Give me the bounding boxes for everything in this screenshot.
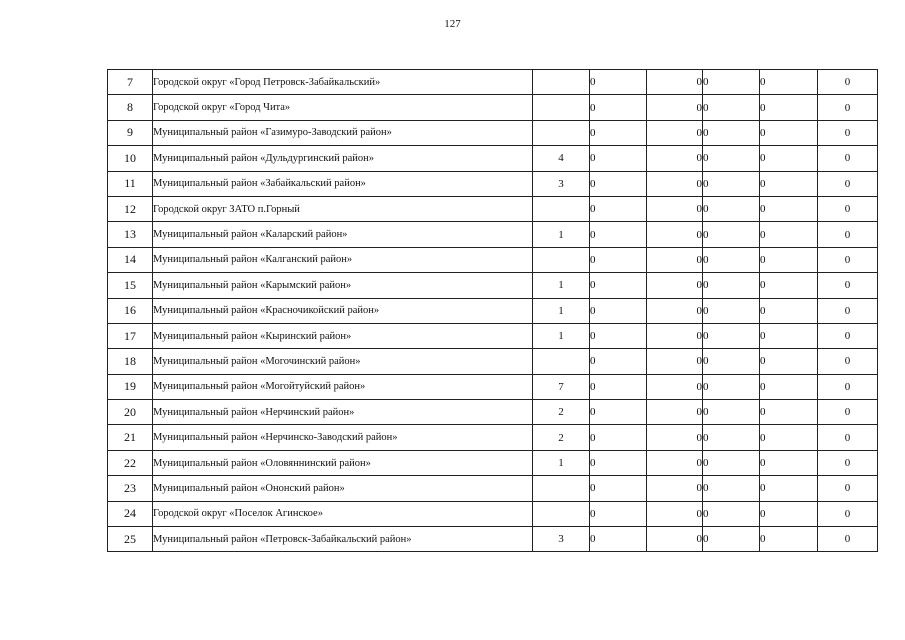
value-cell-c: 0 bbox=[647, 70, 703, 95]
value-cell-c: 0 bbox=[647, 120, 703, 145]
value-cell-a: 1 bbox=[533, 450, 590, 475]
row-number: 19 bbox=[108, 374, 153, 399]
value-cell-e: 0 bbox=[760, 171, 818, 196]
value-cell-b: 0 bbox=[590, 400, 647, 425]
value-cell-c: 0 bbox=[647, 247, 703, 272]
value-cell-c: 0 bbox=[647, 222, 703, 247]
value-cell-e: 0 bbox=[760, 527, 818, 552]
value-cell-a: 2 bbox=[533, 425, 590, 450]
municipality-name: Городской округ «Город Чита» bbox=[153, 95, 533, 120]
municipality-name: Муниципальный район «Ононский район» bbox=[153, 476, 533, 501]
value-cell-a: 1 bbox=[533, 222, 590, 247]
row-number: 13 bbox=[108, 222, 153, 247]
value-cell-e: 0 bbox=[760, 273, 818, 298]
value-cell-d: 0 bbox=[703, 95, 760, 120]
table-row bbox=[108, 425, 878, 450]
table-row bbox=[108, 247, 878, 272]
value-cell-a bbox=[533, 196, 590, 221]
value-cell-d: 0 bbox=[703, 273, 760, 298]
row-number: 17 bbox=[108, 323, 153, 348]
value-cell-c: 0 bbox=[647, 425, 703, 450]
table-row bbox=[108, 527, 878, 552]
value-cell-f: 0 bbox=[818, 70, 878, 95]
value-cell-f: 0 bbox=[818, 323, 878, 348]
value-cell-e: 0 bbox=[760, 450, 818, 475]
municipality-name: Муниципальный район «Калганский район» bbox=[153, 247, 533, 272]
value-cell-e: 0 bbox=[760, 95, 818, 120]
table-row bbox=[108, 450, 878, 475]
municipality-name: Муниципальный район «Оловяннинский район» bbox=[153, 450, 533, 475]
row-number: 15 bbox=[108, 273, 153, 298]
table-row bbox=[108, 146, 878, 171]
value-cell-a: 1 bbox=[533, 273, 590, 298]
value-cell-e: 0 bbox=[760, 222, 818, 247]
value-cell-e: 0 bbox=[760, 70, 818, 95]
row-number: 22 bbox=[108, 450, 153, 475]
value-cell-d: 0 bbox=[703, 476, 760, 501]
municipality-table bbox=[107, 69, 878, 552]
value-cell-a bbox=[533, 476, 590, 501]
value-cell-e: 0 bbox=[760, 120, 818, 145]
value-cell-d: 0 bbox=[703, 120, 760, 145]
value-cell-f: 0 bbox=[818, 196, 878, 221]
value-cell-e: 0 bbox=[760, 349, 818, 374]
value-cell-a bbox=[533, 247, 590, 272]
value-cell-f: 0 bbox=[818, 273, 878, 298]
value-cell-c: 0 bbox=[647, 349, 703, 374]
value-cell-a bbox=[533, 70, 590, 95]
value-cell-b: 0 bbox=[590, 95, 647, 120]
value-cell-d: 0 bbox=[703, 146, 760, 171]
value-cell-b: 0 bbox=[590, 374, 647, 399]
value-cell-d: 0 bbox=[703, 247, 760, 272]
table-row bbox=[108, 95, 878, 120]
value-cell-f: 0 bbox=[818, 476, 878, 501]
value-cell-c: 0 bbox=[647, 146, 703, 171]
value-cell-a: 2 bbox=[533, 400, 590, 425]
value-cell-f: 0 bbox=[818, 247, 878, 272]
value-cell-f: 0 bbox=[818, 400, 878, 425]
value-cell-a: 3 bbox=[533, 171, 590, 196]
row-number: 9 bbox=[108, 120, 153, 145]
value-cell-f: 0 bbox=[818, 374, 878, 399]
value-cell-e: 0 bbox=[760, 247, 818, 272]
value-cell-d: 0 bbox=[703, 171, 760, 196]
row-number: 24 bbox=[108, 501, 153, 526]
value-cell-e: 0 bbox=[760, 298, 818, 323]
municipality-name: Городской округ ЗАТО п.Горный bbox=[153, 196, 533, 221]
municipality-name: Муниципальный район «Нерчинско-Заводский район» bbox=[153, 425, 533, 450]
table-row bbox=[108, 171, 878, 196]
row-number: 21 bbox=[108, 425, 153, 450]
value-cell-f: 0 bbox=[818, 146, 878, 171]
value-cell-b: 0 bbox=[590, 171, 647, 196]
value-cell-f: 0 bbox=[818, 527, 878, 552]
row-number: 14 bbox=[108, 247, 153, 272]
value-cell-b: 0 bbox=[590, 273, 647, 298]
table-row bbox=[108, 120, 878, 145]
table-row bbox=[108, 476, 878, 501]
value-cell-d: 0 bbox=[703, 527, 760, 552]
table-row bbox=[108, 70, 878, 95]
value-cell-b: 0 bbox=[590, 146, 647, 171]
value-cell-c: 0 bbox=[647, 476, 703, 501]
row-number: 20 bbox=[108, 400, 153, 425]
value-cell-b: 0 bbox=[590, 476, 647, 501]
page-number: 127 bbox=[444, 18, 461, 30]
row-number: 16 bbox=[108, 298, 153, 323]
row-number: 7 bbox=[108, 70, 153, 95]
table-row bbox=[108, 273, 878, 298]
value-cell-b: 0 bbox=[590, 425, 647, 450]
municipality-name: Муниципальный район «Петровск-Забайкальский район» bbox=[153, 527, 533, 552]
table-row bbox=[108, 501, 878, 526]
value-cell-e: 0 bbox=[760, 476, 818, 501]
value-cell-c: 0 bbox=[647, 323, 703, 348]
value-cell-a: 4 bbox=[533, 146, 590, 171]
municipality-name: Городской округ «Город Петровск-Забайкальский» bbox=[153, 70, 533, 95]
value-cell-c: 0 bbox=[647, 273, 703, 298]
value-cell-c: 0 bbox=[647, 298, 703, 323]
municipality-name: Муниципальный район «Могочинский район» bbox=[153, 349, 533, 374]
table-row bbox=[108, 298, 878, 323]
value-cell-e: 0 bbox=[760, 425, 818, 450]
value-cell-e: 0 bbox=[760, 501, 818, 526]
value-cell-a: 3 bbox=[533, 527, 590, 552]
row-number: 10 bbox=[108, 146, 153, 171]
value-cell-a bbox=[533, 349, 590, 374]
value-cell-e: 0 bbox=[760, 146, 818, 171]
value-cell-d: 0 bbox=[703, 70, 760, 95]
municipality-name: Муниципальный район «Нерчинский район» bbox=[153, 400, 533, 425]
value-cell-a bbox=[533, 501, 590, 526]
value-cell-f: 0 bbox=[818, 171, 878, 196]
value-cell-d: 0 bbox=[703, 323, 760, 348]
municipality-name: Муниципальный район «Газимуро-Заводский район» bbox=[153, 120, 533, 145]
municipality-name: Муниципальный район «Карымский район» bbox=[153, 273, 533, 298]
value-cell-b: 0 bbox=[590, 120, 647, 145]
row-number: 11 bbox=[108, 171, 153, 196]
value-cell-b: 0 bbox=[590, 323, 647, 348]
value-cell-f: 0 bbox=[818, 425, 878, 450]
row-number: 25 bbox=[108, 527, 153, 552]
table-row bbox=[108, 222, 878, 247]
value-cell-d: 0 bbox=[703, 349, 760, 374]
municipality-name: Муниципальный район «Кыринский район» bbox=[153, 323, 533, 348]
value-cell-f: 0 bbox=[818, 450, 878, 475]
value-cell-b: 0 bbox=[590, 349, 647, 374]
value-cell-f: 0 bbox=[818, 95, 878, 120]
table-row bbox=[108, 196, 878, 221]
value-cell-c: 0 bbox=[647, 374, 703, 399]
value-cell-a bbox=[533, 95, 590, 120]
value-cell-b: 0 bbox=[590, 527, 647, 552]
value-cell-f: 0 bbox=[818, 501, 878, 526]
municipality-name: Муниципальный район «Дульдургинский район» bbox=[153, 146, 533, 171]
row-number: 12 bbox=[108, 196, 153, 221]
value-cell-d: 0 bbox=[703, 450, 760, 475]
municipality-name: Муниципальный район «Забайкальский район» bbox=[153, 171, 533, 196]
value-cell-c: 0 bbox=[647, 171, 703, 196]
value-cell-e: 0 bbox=[760, 400, 818, 425]
value-cell-f: 0 bbox=[818, 120, 878, 145]
value-cell-b: 0 bbox=[590, 298, 647, 323]
municipality-name: Муниципальный район «Могойтуйский район» bbox=[153, 374, 533, 399]
value-cell-c: 0 bbox=[647, 95, 703, 120]
value-cell-b: 0 bbox=[590, 247, 647, 272]
value-cell-b: 0 bbox=[590, 501, 647, 526]
value-cell-c: 0 bbox=[647, 400, 703, 425]
value-cell-c: 0 bbox=[647, 501, 703, 526]
value-cell-c: 0 bbox=[647, 450, 703, 475]
value-cell-e: 0 bbox=[760, 374, 818, 399]
value-cell-e: 0 bbox=[760, 323, 818, 348]
value-cell-a: 1 bbox=[533, 298, 590, 323]
row-number: 8 bbox=[108, 95, 153, 120]
value-cell-d: 0 bbox=[703, 374, 760, 399]
table-row bbox=[108, 374, 878, 399]
row-number: 18 bbox=[108, 349, 153, 374]
value-cell-d: 0 bbox=[703, 425, 760, 450]
value-cell-c: 0 bbox=[647, 527, 703, 552]
value-cell-c: 0 bbox=[647, 196, 703, 221]
value-cell-a: 1 bbox=[533, 323, 590, 348]
value-cell-b: 0 bbox=[590, 222, 647, 247]
table-row bbox=[108, 323, 878, 348]
table-row bbox=[108, 400, 878, 425]
value-cell-d: 0 bbox=[703, 400, 760, 425]
value-cell-e: 0 bbox=[760, 196, 818, 221]
value-cell-d: 0 bbox=[703, 298, 760, 323]
value-cell-f: 0 bbox=[818, 298, 878, 323]
municipality-name: Муниципальный район «Каларский район» bbox=[153, 222, 533, 247]
value-cell-f: 0 bbox=[818, 222, 878, 247]
municipality-name: Городской округ «Поселок Агинское» bbox=[153, 501, 533, 526]
table-row bbox=[108, 349, 878, 374]
value-cell-b: 0 bbox=[590, 196, 647, 221]
value-cell-d: 0 bbox=[703, 222, 760, 247]
value-cell-b: 0 bbox=[590, 70, 647, 95]
value-cell-b: 0 bbox=[590, 450, 647, 475]
value-cell-a: 7 bbox=[533, 374, 590, 399]
value-cell-a bbox=[533, 120, 590, 145]
value-cell-d: 0 bbox=[703, 501, 760, 526]
value-cell-d: 0 bbox=[703, 196, 760, 221]
row-number: 23 bbox=[108, 476, 153, 501]
municipality-name: Муниципальный район «Красночикойский район» bbox=[153, 298, 533, 323]
value-cell-f: 0 bbox=[818, 349, 878, 374]
table-body bbox=[108, 70, 878, 552]
